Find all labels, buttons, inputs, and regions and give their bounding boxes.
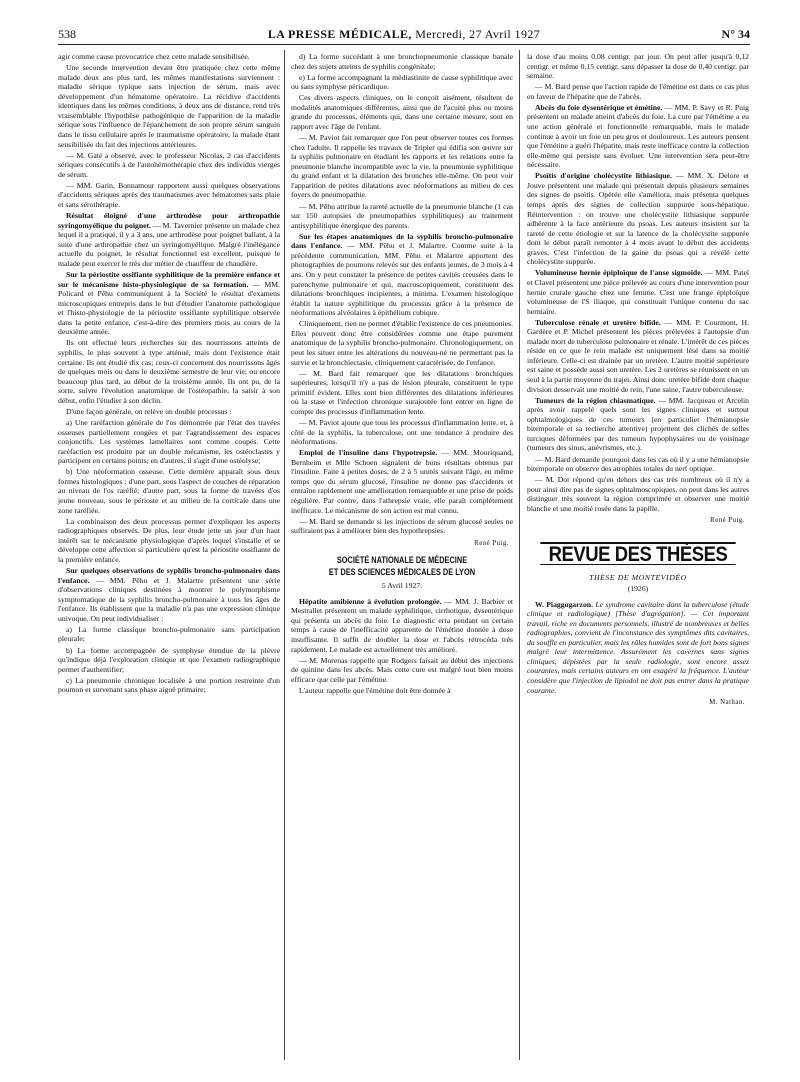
article-heading: Tuberculose rénale et uretère bifide. (535, 317, 661, 327)
paragraph: — M. Pêhu attribue la rareté actuelle de la pneumonie blanche (1 cas sur 150 autopsies de pneumopathies syphilitiques) au traitement antisyphilitique énergique des parents. (291, 201, 513, 230)
article-body: Le syndrome cavitaire dans la tuberculose (étude clinique et radiologique) [Thèse d'agrégation]. — Cet important travail, riche en documents personnels, illustré de nombreuses et belles radiographies, convient de l'inconstance des symptômes dits cavitaires, du souffle en particulier, mais les râles humides sont de fort bons signes malgré leur intermittence. Assurément les cavernes sans signes cliniques, dépistées par la seule radiologie, sont encore assez courantes, mais certains auteurs en ont exagéré la fréquence. L'auteur considère que l'injection de lipiodol ne doit pas entrer dans la pratique courante. (527, 599, 749, 695)
article (527, 600, 749, 695)
page-header (58, 26, 750, 45)
signature: René Puig. (710, 517, 745, 525)
article-heading: Abcès du foie dysentérique et émétine. (535, 102, 663, 112)
signature: M. Nathan. (709, 699, 745, 707)
thesis-year: (1926) (627, 584, 649, 594)
paragraph: — M. Bard demande pourquoi dans les cas où il y a une hémianopsie bitemporale on observe des atrophies totales du nerf optique. (527, 454, 749, 474)
paragraph: — M. Morenas rappelle que Rodgers faisait au début des injections de quinine dans les abcès. Mais cette cure est malgré tout bien moins efficace que celle par l'émétine. (291, 655, 513, 684)
article (58, 211, 280, 268)
signature: René Puig. (474, 539, 509, 547)
issue-number: N° 34 (721, 27, 750, 41)
paragraph: — M. Bard pense que l'action rapide de l'émétine est dans ce cas plus en faveur de l'hépatite que de l'abcès. (527, 82, 749, 101)
paragraph: — M. Bard se demande si les injections de sérum glucosé seules ne suffiraient pas à améliorer bien des hypothrepsies. (291, 516, 513, 536)
paragraph: — M. Gaté a observé, avec le professeur Nicolas, 2 cas d'accidents sériques consécutifs à de l'autohémothérapie chez des individus vierges de sérum. (58, 150, 280, 179)
article-body: — MM. J. Barbier et Mestrallet présentent un malade syphilitique, cirrhotique, dysentérique qui présenta un abcès du foie. Le diagnostic erra pendant un certain temps à cause de l'inefficacité apparente de l'émétine donnée à dose insuffisante. Il suffit de doubler la dose et l'abcès rétrocéda très rapidement. Le malade est actuellement très amélioré. (291, 596, 513, 654)
paragraph: La combinaison des deux processus permet d'expliquer les aspects radiographiques observés. De plus, leur étude jette un jour d'un haut intérêt sur le mécanisme physiologique d'après lequel s'installe et se développe cette affection si particulière qu'est la périostite ossifiante de la première enfance. (58, 516, 280, 564)
paragraph: — M. Paviot ajoute que tous les processus d'inflammation lente, et, à côté de la syphilis, la tuberculose, ont une tendance à produire des néoformations. (291, 417, 513, 447)
article (527, 103, 749, 170)
article-body: — MM. Pêhu et J. Malartre. Comme suite à la précédente communication, MM. Pêhu et Malartre apportent des photographies de poumons relevés sur des enfants jeunes, de 3 mois à 4 ans. On y peut constater la présence de petites cavités creusées dans le parenchyme pulmonaire et qui, macroscopiquement, constituent des dilatations bronchiques incipientes, a minima. L'examen histologique établit la nature syphilitique du processus grâce à la présence de néoformations alvéolaires à épithélium cubique. (291, 241, 513, 318)
journal-title (58, 27, 750, 42)
thesis-source: THÈSE DE MONTEVIDÉO (589, 572, 687, 582)
article-body: — MM. Patel et Clavel présentent une pièce prélevée au cours d'une intervention pour hernie crurale gauche chez une femme. C'est une frange épiploïque volumineuse de l'S iliaque, qui constituait l'unique contenu du sac herniaire. (527, 268, 749, 316)
paragraph: a) La forme classique broncho-pulmonaire sans participation pleurale; (58, 624, 280, 644)
article-body: — MM. Pêhu et J. Malartre présentent une série d'observations cliniques destinées à montrer le polymorphisme symptomatique de la syphilis broncho-pulmonaire à tous les âges de l'enfance. Ils établissent que la maladie n'a pas une expression clinique univoque. On peut individualiser : (58, 575, 280, 623)
article-body: — MM. Policard et Pêhu communiquent à la Société le résultat d'examens microscopiques entrepris dans le but d'étudier l'anatomie pathologique et l'histo-physiologie de la périostite ossifiante syphilitique observée dans la petite enfance, c'est-à-dire des premiers mois au cours de la deuxième année. (58, 279, 281, 337)
article-heading: Sur la périostite ossifiante syphilitique de la première enfance et sur le mécanisme histo-physiologique de sa formation. (58, 270, 280, 289)
paragraph: agir comme cause provocatrice chez cette malade sensibilisée. (58, 52, 250, 61)
article-heading: W. Piaggogarzon. (535, 599, 593, 609)
paragraph: — M. Bard fait remarquer que les dilatations bronchiques supérieures, lorsqu'il n'y a pas de lésion pleurale, constituent le type primitif évident. Elles sont bien différentes des dilatations inférieures où la stase et l'infection chronique surajoutée font entrer en ligne de compte des processus d'inflammation lente. (291, 368, 513, 416)
paragraph: — M. Dor répond qu'en dehors des cas très nombreux où il n'y a pour ainsi dire pas de signes ophtalmoscopiques, on peut dans les autres distinguer très souvent la région comprimée et observer une moitié blanche et une moitié rosée dans la papille. (527, 475, 749, 513)
article (58, 566, 280, 623)
society-heading (311, 554, 493, 578)
column-left (58, 52, 280, 696)
article-body: — MM. P. Courmont, H. Gardère et P. Michel présentent les pièces prélevées à l'autopsie d'un malade mort de tuberculose pulmonaire et rénale. L'intérêt de ces pièces réside en ce que le rein malade est uniquement lésé dans sa moitié inférieure. Celle-ci est drainée par un uretère. L'autre moitié supérieure est saine et possède aussi son uretère. Les 2 uretères se réunissent en un seul à la partie moyenne du trajet. Ainsi donc uretère bifide dont chaque division desservait une moitié de rein, l'une saine, l'autre tuberculeuse. (527, 317, 749, 394)
column-rule (284, 50, 285, 1060)
paragraph: Une seconde intervention devant être pratiquée chez cette même malade deux ans plus tard, les mêmes manifestations surviennent : maladie sérique typique sans injection de sérum, mais avec développement d'un hématome opératoire. La récidive d'accidents identiques dans les mêmes conditions, à deux ans de distance, rend très vraisemblable l'hypothèse pathogénique de l'apparition de la maladie sérique sous l'influence de l'épanchement de son propre sérum sanguin dans le tissu cellulaire après le traumatisme opératoire, la malade étant sensibilisée du fait des injections antérieures. (58, 63, 280, 149)
page-number: 538 (58, 27, 76, 41)
column-middle (291, 52, 513, 697)
article-body: — MM. X. Delore et Jouve présentent une malade qui présentait depuis plusieurs semaines des signes de psoïtis. Opérée elle s'améliora, mais présenta quelques temps après des signes de collection suppurée sous-hépatique. Réintervention : on trouve une cholécystite lithiasique suppurée adhérente à la face antérieure du psoas. Les auteurs insistent sur la rareté de cette étiologie et sur la latence de la cholécystite suppurée dont le début paraît remonter à 4 mois avant le début des accidents graves. C'est l'infection de la gaine du psoas qui a révélé cette cholécystite suppurée. (527, 171, 750, 267)
paragraph: Ils ont effectué leurs recherches sur des nourrissons atteints de syphilis, le plus souvent à type atténué, mais dont l'existence était certaine. Ils ont étudié dix cas; ceux-ci concernent des nourrissons âgés de quelques mois ou dans le deuxième semestre de leur vie; ou encore beaucoup plus tard, au début de la troisième année. Ils ont pu, de la sorte, suivre l'évolution anatomique de l'ostéopathie, la saisir à son début, enfin l'étudier à son déclin. (58, 338, 280, 405)
issue-date: Mercredi, 27 Avril 1927 (415, 27, 541, 41)
column-right (527, 52, 749, 712)
paragraph: D'une façon générale, on relève un double processus : (66, 406, 232, 416)
article (291, 597, 513, 654)
article-heading: Psoïtis d'origine cholécystite lithiasique. (535, 171, 672, 181)
paragraph: a) Une raréfaction générale de l'os démontrée par l'état des travées osseuses partiellement rongées et par l'agrandissement des espaces conjonctifs. Les systèmes lamellaires sont comme coupés. Cette raréfaction est produite par un double mécanisme, les ostéoclastes y participent en certains points; en d'autres, il s'agit d'une ostéolyse; (58, 417, 280, 466)
article-body: — MM. Jacqueau et Arcelin après avoir rappelé quels sont les signes cliniques et surtout ophtalmologiques de ces tumeurs (en particulier l'hémianopsie bitemporale et sa recherche attentive) projettent des clichés de selles turciques déformées par des tumeurs hypophysaires ou de voisinage (tumeurs des sinus, anévrismes, etc.). (527, 395, 749, 453)
paragraph: b) Une néoformation osseuse. Cette dernière apparaît sous deux formes histologiques : d'une part, sous l'aspect de couches de réparation au niveau de l'os raréfié; d'autre part, sous la forme de travées d'os jeune nouveau, sous le périoste et au milieu de la corticale dans une zone raréfiée. (58, 467, 280, 515)
article-heading: Emploi de l'insuline dans l'hypotrepsie. (299, 448, 438, 458)
article (291, 232, 513, 318)
paragraph: — MM. Garin, Bonnamour rapportent aussi quelques observations d'accidents sériques après des traumatismes avec hématomes sans plaie et sans sérothérapie. (58, 180, 280, 209)
paragraph: Ces divers aspects cliniques, on le conçoit aisément, résultent de modalités anatomiques différentes, ainsi que de l'acuité plus ou moins grande du processus, éléments qui, dans une certaine mesure, sont en rapport avec l'âge de l'enfant. (291, 93, 513, 132)
society-heading-line: ET DES SCIENCES MÉDICALES DE LYON (328, 567, 476, 578)
article-heading: Volumineuse hernie épiploïque de l'anse sigmoïde. (535, 268, 703, 278)
journal-name: LA PRESSE MÉDICALE, (267, 27, 412, 41)
section-banner: REVUE DES THÈSES (540, 542, 735, 565)
article-heading: Tumeurs de la région chiasmatique. (535, 395, 656, 405)
article-heading: Résultat éloigné d'une arthrodèse pour arthropathie syringomyélique du poignet. (58, 211, 280, 230)
article-heading: Sur quelques observations de syphilis broncho-pulmonaire dans l'enfance. (58, 565, 280, 585)
session-date: 5 Avril 1927. (381, 581, 423, 591)
article (527, 396, 749, 453)
article (58, 270, 280, 337)
article-heading: Sur les étapes anatomiques de la syphilis broncho-pulmonaire dans l'enfance. (291, 231, 513, 251)
article (527, 318, 749, 394)
paragraph: L'auteur rappelle que l'émétine doit être donnée à (299, 685, 451, 695)
article (527, 268, 749, 316)
paragraph: d) La forme succédant à une bronchopneumonie classique banale chez des sujets atteints de syphilis congénitale; (291, 52, 513, 71)
paragraph: c) La pneumonie chronique localisée à une portion restreinte d'un poumon et survenant sans phase aiguë primaire; (58, 675, 280, 695)
paragraph: — M. Paviot fait remarquer que l'on peut observer toutes ces formes chez l'adulte. Il rappelle les travaux de Tripier qui édifia son œuvre sur la syphilis pulmonaire en étudiant les rapports et les relations entre la pneumonie blanche incompatible avec la vie, la pneumonie syphilitique du grand enfant et la dilatation des bronches elle-même. On peut voir l'apparition de petites dilatations avec néoformations au milieu de ces foyers de pneumopathie. (291, 133, 513, 200)
paragraph: b) La forme accompagnée de symphyse étendue de la plèvre qu'indique déjà l'exploration clinique et que l'examen radiographique permet d'authentifier; (58, 645, 280, 674)
paragraph: Cliniquement, rien ne permet d'établir l'existence de ces pneumonies. Elles peuvent donc être considérées comme une étape purement anatomique de la syphilis broncho-pulmonaire. Chronologiquement, on peut les situer entre les altérations du nouveau-né ne permettant pas la survie et la bronchiectasie, cliniquement caractérisée, de l'enfance. (291, 319, 513, 367)
article-heading: Hépatite amibienne à évolution prolongée. (299, 596, 442, 606)
article (527, 171, 749, 266)
paragraph: e) La forme accompagnant la médiastinite de cause syphilitique avec ou sans symphyse péricardique. (291, 72, 513, 92)
article-body: — MM. Mouriquand, Bernheim et Mlle Schoen signalent de bons résultats obtenus par l'insuline. Faite à petites doses, de 2 à 5 unités suivant l'âge, en même temps que du sérum glucosé, l'insuline ne donne pas d'accidents et entraîne rapidement une amélioration remarquable et une prise de poids régulière. Par contre, dans l'athrepsie vraie, elle paraît complètement inefficace. Le mécanisme de son action est mal connu. (291, 448, 513, 515)
article-body: — M. Tavernier présente un malade chez lequel il a pratiqué, il y a 3 ans, une arthrodèse pour poignet ballant, à la suite d'une arthropathie chez un syringomyélique. Malgré l'inélégance actuelle du poignet, le résultat fonctionnel est excellent, puisque le malade peut exercer le très dur métier de chauffeur de chaudière. (58, 220, 281, 268)
society-heading-line: SOCIÉTÉ NATIONALE DE MÉDECINE (336, 555, 468, 566)
article (291, 448, 513, 515)
article-body: — MM. P. Savy et R. Puig présentent un malade atteint d'abcès du foie. La cure par l'émétine a eu une action générale et fonctionnelle remarquable, mais le malade continue à avoir un foie un peu gros et douloureux. Les auteurs pensent que l'émétine a guéri l'hépatite, mais reste inefficace contre la collection elle-même qui persiste sans évoluer. Une intervention sera peut-être nécessaire. (527, 102, 749, 170)
column-rule (519, 50, 520, 1060)
paragraph: la dose d'au moins 0,08 centigr. par jour. On peut aller jusqu'à 0,12 centigr. et même 0,15 centigr. sans dépasser la dose de 0,40 centigr. par semaine. (527, 52, 749, 81)
